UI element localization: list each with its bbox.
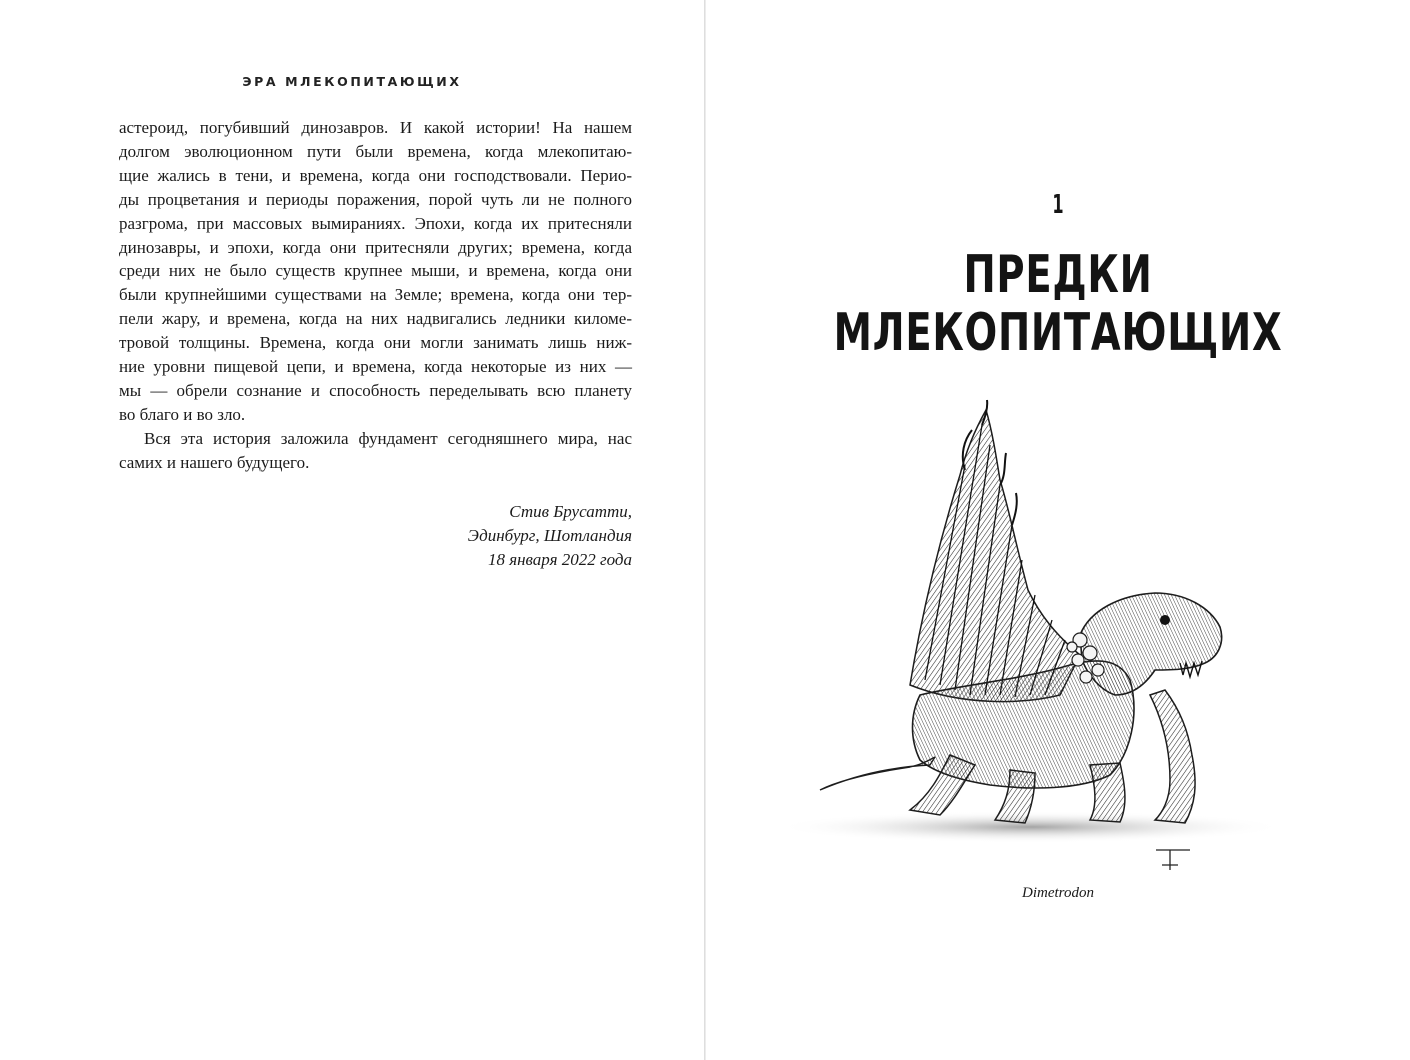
text-line: во благо и во зло. [119,404,246,424]
text-line: Вся эта история заложила фундамент сегодняшнего мира, нас [144,428,632,448]
text-line: разгрома, при массовых вымираниях. Эпохи, когда их притесняли [119,213,632,233]
paragraph-1 [119,116,632,427]
chapter-number: 1 [1052,190,1064,220]
text-line: долгом эволюционном пути были времена, когда млекопитаю- [119,141,632,161]
chapter-title-line-2: МЛЕКОПИТАЮЩИХ [833,303,1283,363]
eye [1160,615,1170,625]
tail [820,757,935,790]
signature-date: 18 января 2022 года [487,549,632,569]
text-line: мы — обрели сознание и способность переделывать всю планету [119,380,632,400]
text-line: динозавры, и эпохи, когда они притесняли других; времена, когда [119,237,632,257]
sail [910,400,1080,702]
signature [119,500,632,572]
text-line: астероид, погубивший динозавров. И какой истории! На нашем [119,118,632,137]
illustration-caption: Dimetrodon [1022,885,1094,901]
signature-place: Эдинбург, Шотландия [467,525,632,545]
chapter-title-line-1: ПРЕДКИ [963,245,1153,305]
text-line: ды процветания и периоды поражения, порой чуть ли не полного [119,189,632,209]
dimetrodon-illustration [760,395,1290,875]
text-line: были крупнейшими существами на Земле; времена, когда они тер- [119,285,632,305]
paragraph-2 [119,427,632,475]
head [1080,593,1222,695]
chapter-title [706,246,1410,362]
signature-author: Стив Брусатти, [509,502,632,521]
ground-shadow [775,811,1285,843]
text-line: пели жару, и времена, когда на них надвигались ледники киломе- [119,309,632,329]
text-line: ние уровни пищевой цепи, и времена, когда некоторые из них — [119,357,632,377]
body-text [119,116,632,475]
text-line: среди них не было существ крупнее мыши, и времена, когда они [119,261,632,281]
artist-monogram [1156,850,1190,870]
text-line: щие жались в тени, и времена, когда они господствовали. Перио- [119,165,632,185]
left-page [0,0,704,1060]
text-line: самих и нашего будущего. [119,452,310,472]
running-head: ЭРА МЛЕКОПИТАЮЩИХ [242,74,462,89]
text-line: тровой толщины. Времена, когда они могли занимать лишь ниж- [119,333,632,353]
